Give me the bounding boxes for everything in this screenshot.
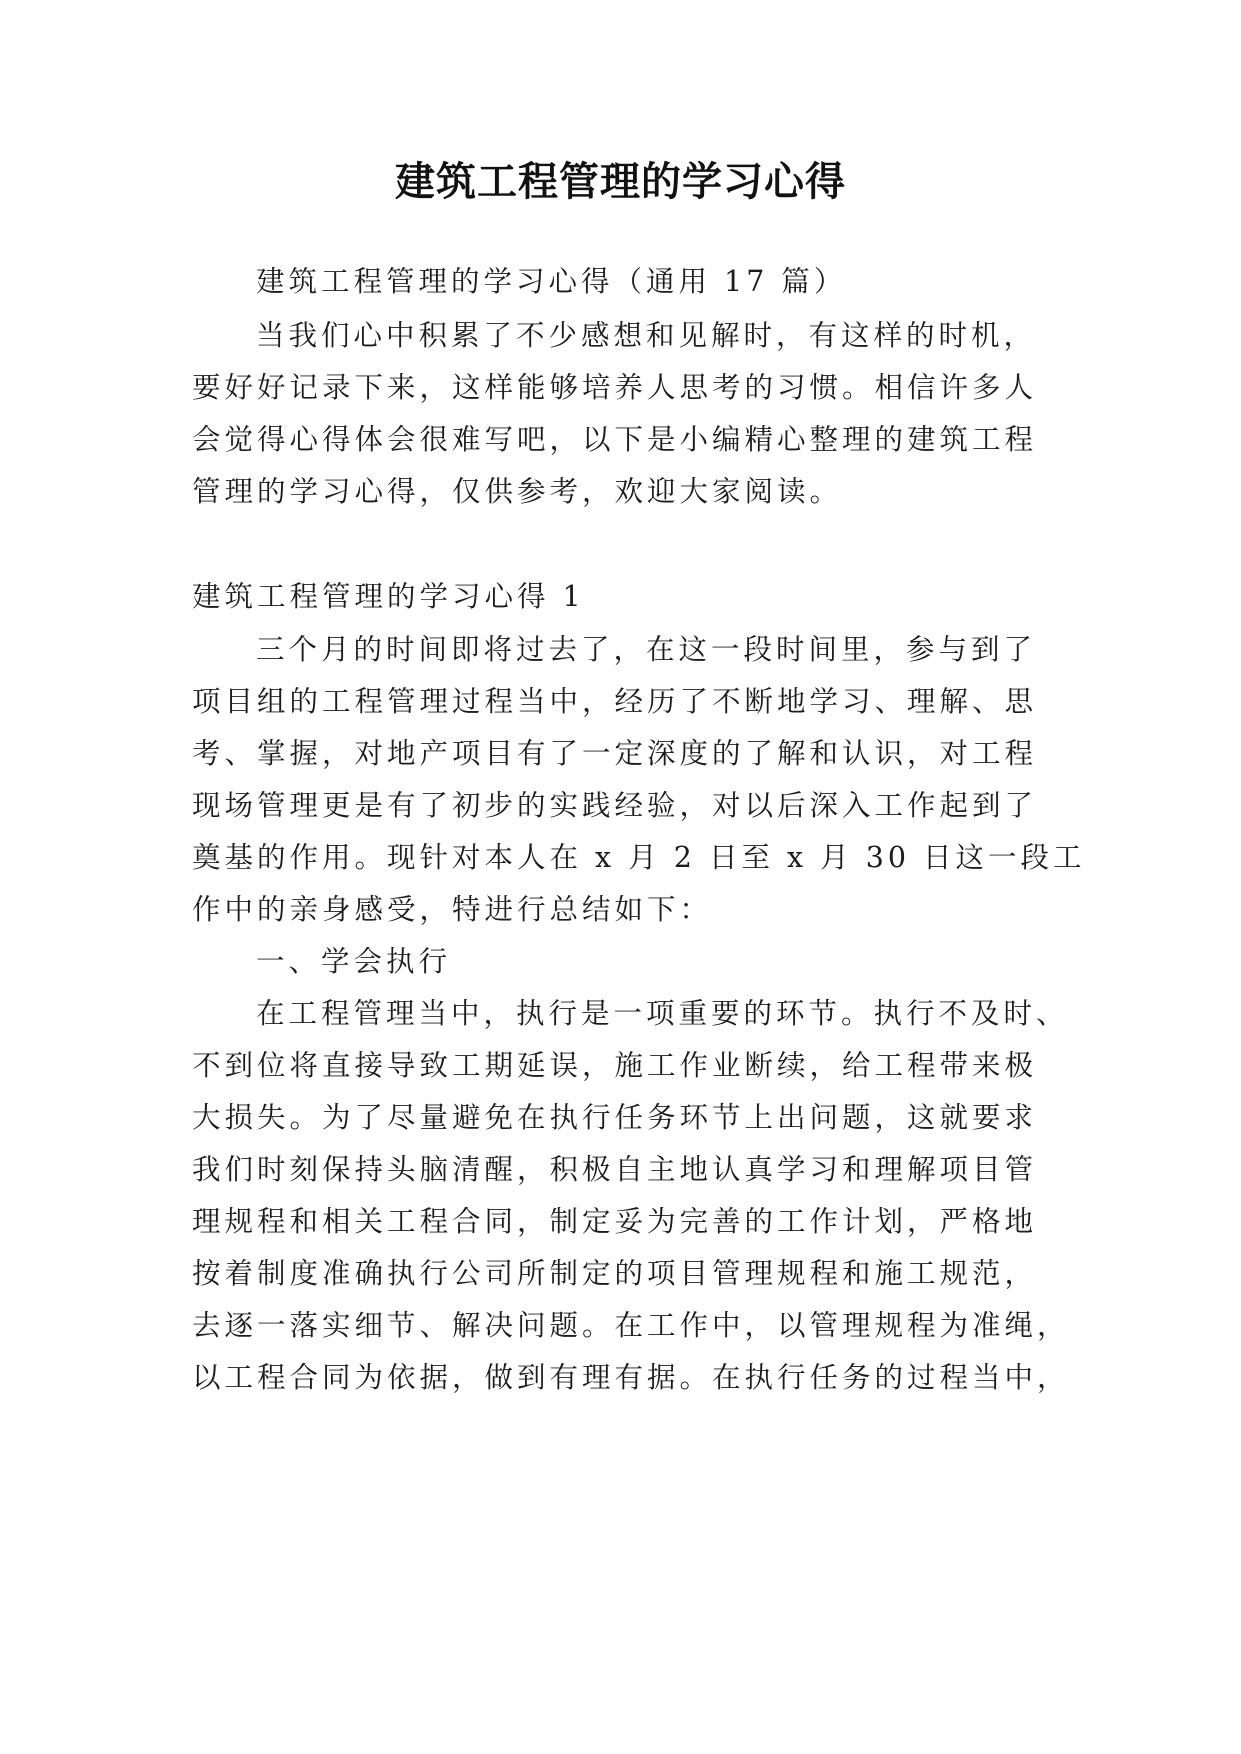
paragraph-line: 不到位将直接导致工期延误，施工作业断续，给工程带来极 — [192, 1049, 1038, 1082]
paragraph-line: 按着制度准确执行公司所制定的项目管理规程和施工规范， — [192, 1257, 1038, 1290]
paragraph-line: 以工程合同为依据，做到有理有据。在执行任务的过程当中， — [192, 1361, 1070, 1394]
intro-line: 要好好记录下来，这样能够培养人思考的习惯。相信许多人 — [192, 371, 1038, 404]
point-heading: 一、学会执行 — [256, 945, 452, 978]
paragraph-line: 作中的亲身感受，特进行总结如下： — [192, 893, 713, 926]
intro-line: 管理的学习心得，仅供参考，欢迎大家阅读。 — [192, 475, 843, 508]
paragraph-line: 考、掌握，对地产项目有了一定深度的了解和认识，对工程 — [192, 737, 1038, 770]
paragraph-line: 三个月的时间即将过去了，在这一段时间里，参与到了 — [256, 633, 1037, 666]
document-title: 建筑工程管理的学习心得 — [395, 158, 846, 205]
section-heading: 建筑工程管理的学习心得 1 — [192, 580, 585, 613]
document-subtitle: 建筑工程管理的学习心得（通用 17 篇） — [256, 265, 847, 298]
paragraph-line: 我们时刻保持头脑清醒，积极自主地认真学习和理解项目管 — [192, 1153, 1038, 1186]
paragraph-line: 去逐一落实细节、解决问题。在工作中，以管理规程为准绳， — [192, 1309, 1070, 1342]
paragraph-line: 大损失。为了尽量避免在执行任务环节上出问题，这就要求 — [192, 1101, 1038, 1134]
paragraph-line: 理规程和相关工程合同，制定妥为完善的工作计划，严格地 — [192, 1205, 1038, 1238]
paragraph-line: 现场管理更是有了初步的实践经验，对以后深入工作起到了 — [192, 789, 1038, 822]
intro-line: 当我们心中积累了不少感想和见解时，有这样的时机， — [256, 319, 1037, 352]
intro-line: 会觉得心得体会很难写吧，以下是小编精心整理的建筑工程 — [192, 423, 1038, 456]
paragraph-line: 项目组的工程管理过程当中，经历了不断地学习、理解、思 — [192, 685, 1038, 718]
paragraph-line: 奠基的作用。现针对本人在 x 月 2 日至 x 月 30 日这一段工 — [192, 841, 1086, 874]
paragraph-line: 在工程管理当中，执行是一项重要的环节。执行不及时、 — [256, 997, 1069, 1030]
